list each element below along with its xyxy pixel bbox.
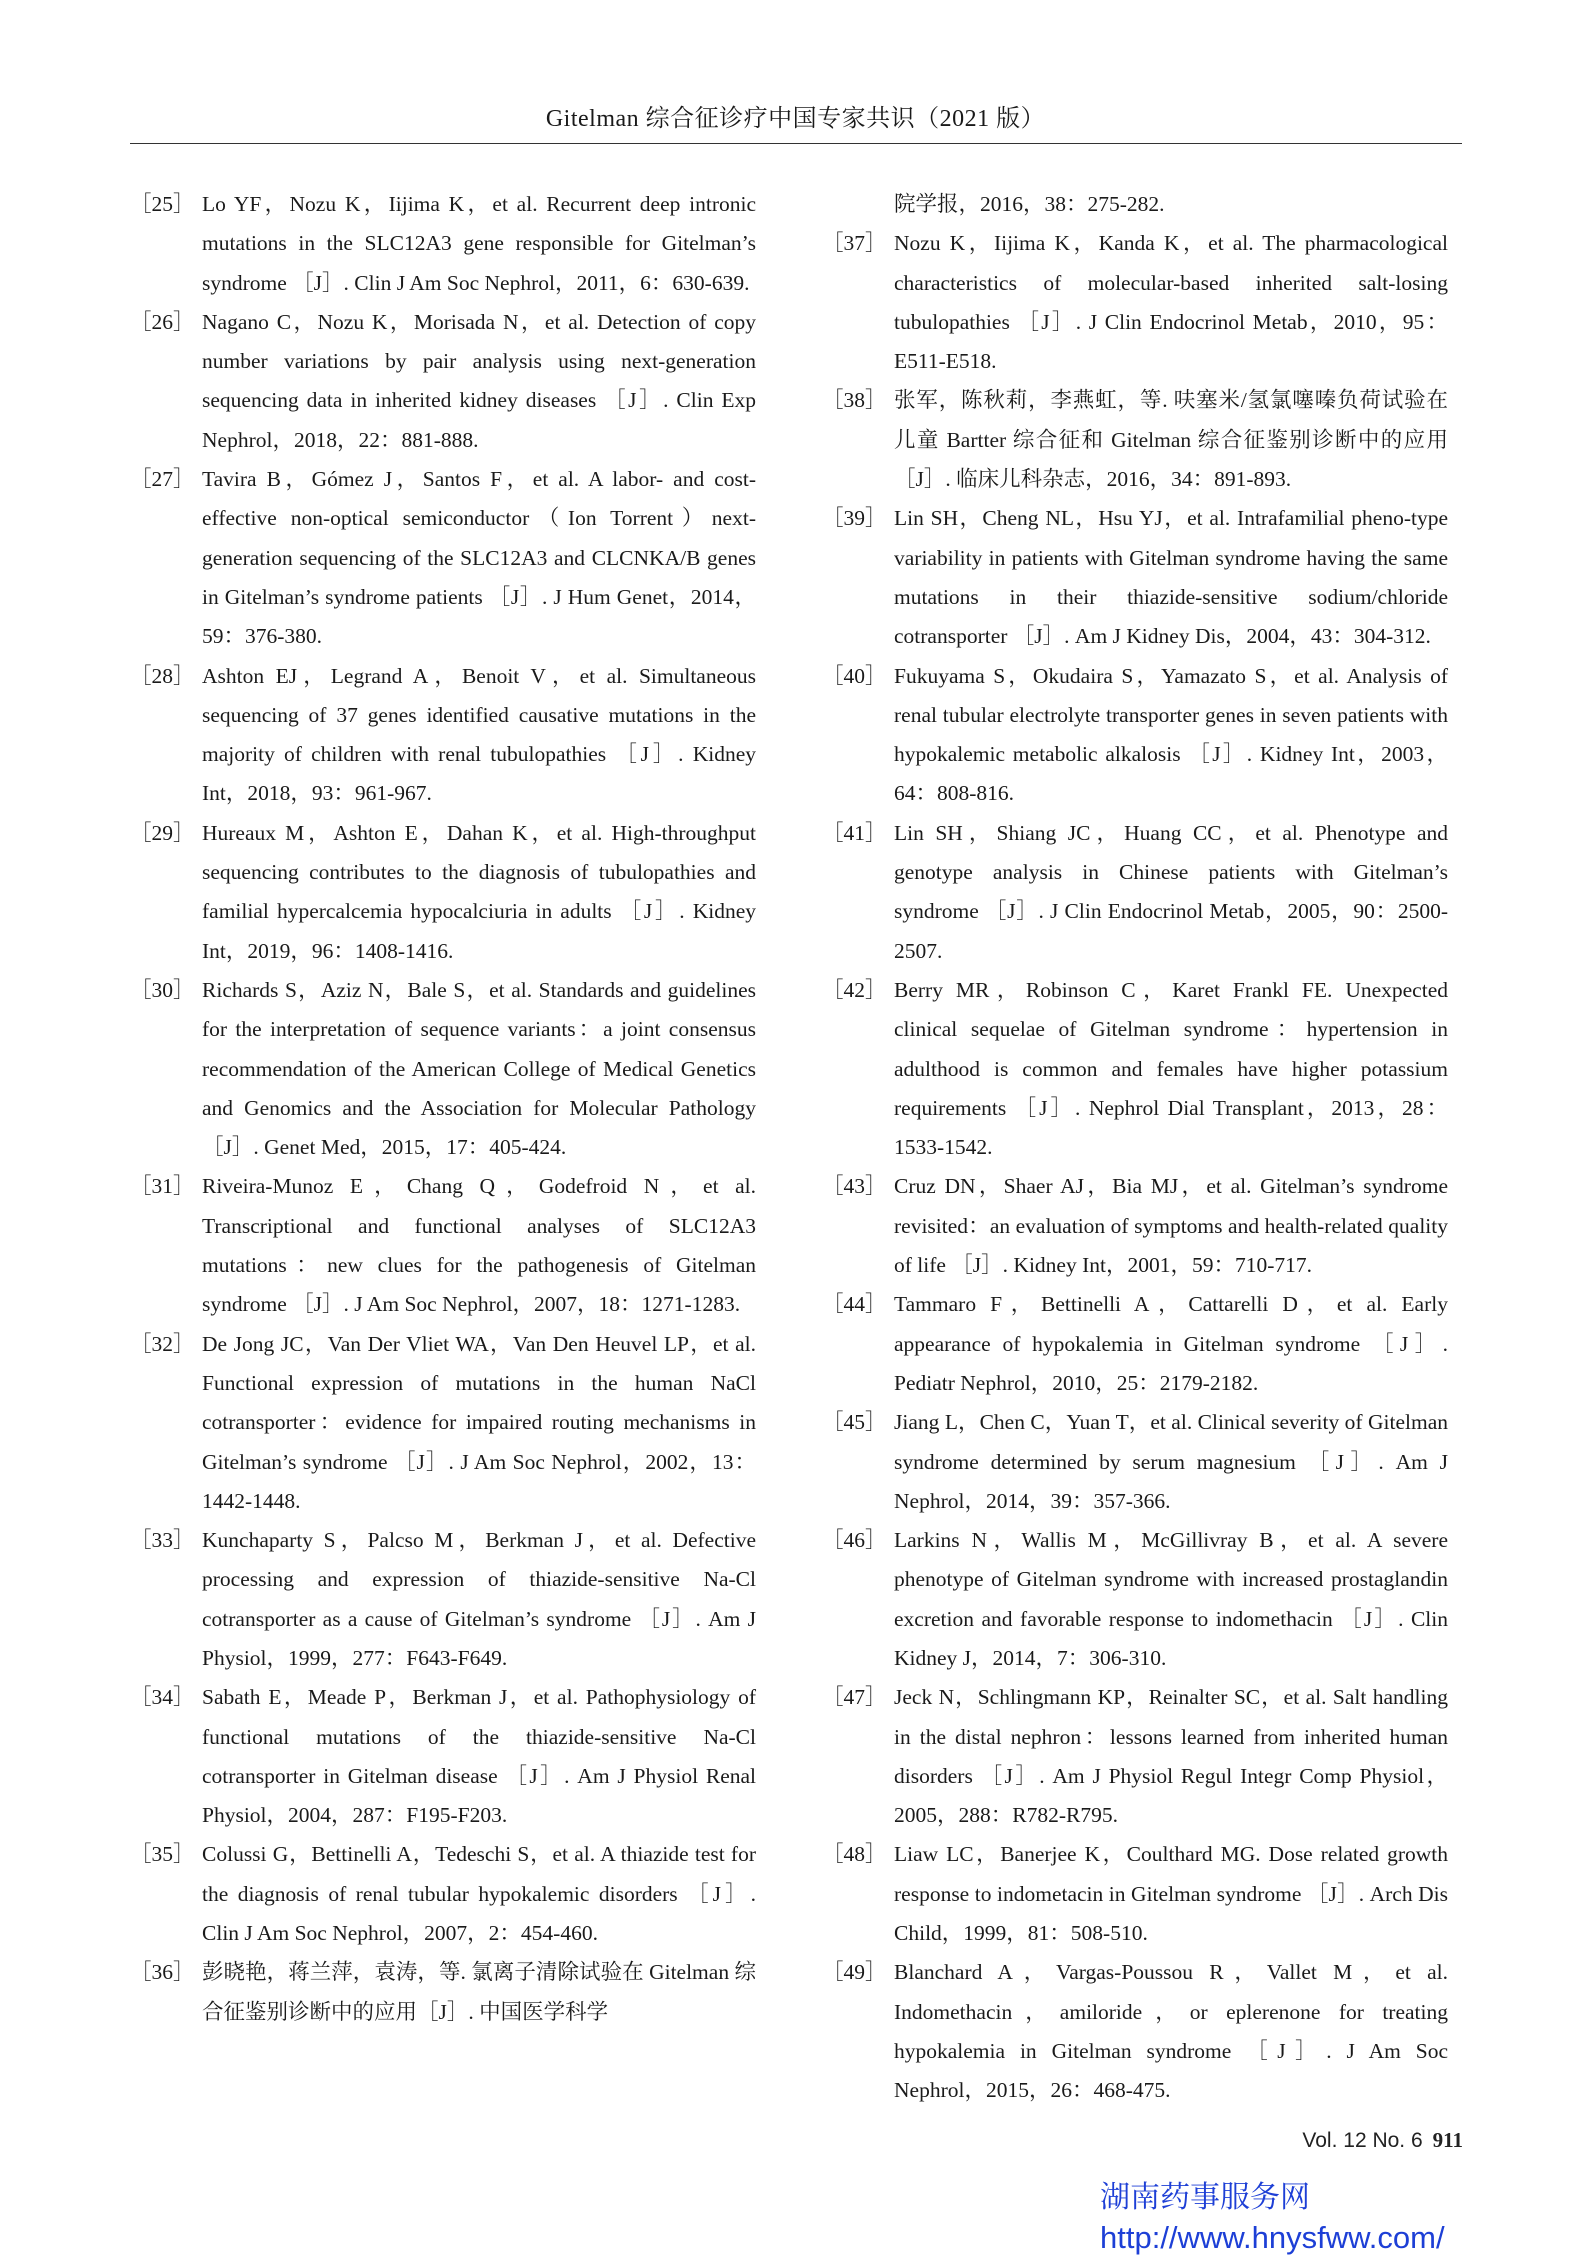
- reference-number: ［37］: [822, 231, 887, 256]
- reference-43: [822, 1167, 1448, 1285]
- reference-37: [822, 224, 1448, 381]
- reference-number: ［38］: [822, 388, 887, 413]
- reference-number: ［36］: [130, 1960, 195, 1985]
- page-number: 911: [1432, 2128, 1463, 2152]
- reference-26: [130, 303, 756, 460]
- reference-text: Lin SH，Cheng NL，Hsu YJ，et al. Intrafamilial pheno-type variability in patients with Gitelman syndrome having the same mutations in their thiazide-sensitive sodium/chloride cotransporter ［J］. Am J Kidney Dis，2004，43：304-312.: [894, 506, 1448, 649]
- reference-text: Jeck N，Schlingmann KP，Reinalter SC，et al. Salt handling in the distal nephron：lessons learned from inherited human disorders ［J］. Am J Physiol Regul Integr Comp Physiol，2005，288：R782-R795.: [894, 1685, 1448, 1828]
- watermark-url: http://www.hnysfww.com/: [1100, 2220, 1445, 2255]
- reference-45: [822, 1403, 1448, 1521]
- reference-column-right: [822, 185, 1448, 2111]
- reference-text: Riveira-Munoz E，Chang Q，Godefroid N，et al. Transcriptional and functional analyses of SLC12A3 mutations：new clues for the pathogenesis of Gitelman syndrome ［J］. J Am Soc Nephrol，2007，18：1271-1283.: [202, 1174, 756, 1317]
- reference-number: ［28］: [130, 663, 195, 688]
- reference-39: [822, 499, 1448, 656]
- reference-number: ［44］: [822, 1292, 887, 1317]
- reference-number: ［46］: [822, 1528, 887, 1553]
- reference-text: Larkins N，Wallis M，McGillivray B，et al. A severe phenotype of Gitelman syndrome with increased prostaglandin excretion and favorable response to indomethacin ［J］. Clin Kidney J，2014，7：306-310.: [894, 1528, 1448, 1670]
- reference-25: [130, 185, 756, 303]
- reference-number: ［43］: [822, 1174, 887, 1199]
- reference-text: Colussi G，Bettinelli A，Tedeschi S，et al. A thiazide test for the diagnosis of renal tubular hypokalemic disorders ［J］. Clin J Am Soc Nephrol，2007，2：454-460.: [202, 1842, 756, 1946]
- reference-47: [822, 1678, 1448, 1835]
- reference-49: [822, 1953, 1448, 2110]
- reference-text: Tavira B，Gómez J，Santos F，et al. A labor- and cost-effective non-optical semiconductor（Ion Torrent）next-generation sequencing of the SLC12A3 and CLCNKA/B genes in Gitelman’s syndrome patients ［J］. J Hum Genet，2014，59：376-380.: [202, 467, 756, 649]
- reference-text: Fukuyama S，Okudaira S，Yamazato S，et al. Analysis of renal tubular electrolyte transporter genes in seven patients with hypokalemic metabolic alkalosis ［J］. Kidney Int，2003，64：808-816.: [894, 663, 1448, 806]
- reference-text: Nozu K，Iijima K，Kanda K，et al. The pharmacological characteristics of molecular-based inherited salt-losing tubulopathies ［J］. J Clin Endocrinol Metab，2010，95：E511-E518.: [894, 231, 1448, 374]
- reference-number: ［32］: [130, 1331, 195, 1356]
- reference-number: ［45］: [822, 1410, 887, 1435]
- reference-number: ［25］: [130, 192, 195, 216]
- reference-28: [130, 657, 756, 814]
- header-rule: [130, 143, 1462, 144]
- reference-number: ［40］: [822, 663, 887, 688]
- reference-46: [822, 1521, 1448, 1678]
- reference-29: [130, 814, 756, 971]
- reference-number: ［34］: [130, 1685, 195, 1710]
- reference-text: Cruz DN，Shaer AJ，Bia MJ，et al. Gitelman’s syndrome revisited：an evaluation of symptoms and health-related quality of life ［J］. Kidney Int，2001，59：710-717.: [894, 1174, 1448, 1278]
- reference-text: Lo YF，Nozu K，Iijima K，et al. Recurrent deep intronic mutations in the SLC12A3 gene responsible for Gitelman’s syndrome ［J］. Clin J Am Soc Nephrol，2011，6：630-639.: [202, 192, 756, 295]
- reference-text: Nagano C，Nozu K，Morisada N，et al. Detection of copy number variations by pair analysis using next-generation sequencing data in inherited kidney diseases ［J］. Clin Exp Nephrol，2018，22：881-888.: [202, 309, 756, 452]
- reference-column-left: [130, 185, 756, 2032]
- reference-number: ［39］: [822, 506, 887, 531]
- watermark-site-name: 湖南药事服务网: [1100, 2180, 1310, 2215]
- reference-38: [822, 381, 1448, 499]
- volume-issue: Vol. 12 No. 6: [1302, 2129, 1423, 2152]
- reference-number: ［30］: [130, 977, 195, 1002]
- reference-40: [822, 657, 1448, 814]
- reference-number: ［35］: [130, 1842, 195, 1867]
- reference-text: Jiang L，Chen C，Yuan T，et al. Clinical severity of Gitelman syndrome determined by serum magnesium ［J］. Am J Nephrol，2014，39：357-366.: [894, 1410, 1448, 1513]
- reference-48: [822, 1835, 1448, 1953]
- reference-text: Richards S，Aziz N，Bale S，et al. Standards and guidelines for the interpretation of sequence variants：a joint consensus recommendation of the American College of Medical Genetics and Genomics and the Association for Molecular Pathology ［J］. Genet Med，2015，17：405-424.: [202, 977, 756, 1160]
- reference-36: [130, 1953, 756, 2032]
- reference-number: ［26］: [130, 309, 195, 334]
- reference-33: [130, 1521, 756, 1678]
- reference-number: ［29］: [130, 820, 195, 845]
- watermark: [1100, 2178, 1445, 2258]
- reference-number: ［48］: [822, 1842, 887, 1867]
- reference-27: [130, 460, 756, 656]
- reference-42: [822, 971, 1448, 1167]
- reference-text: Berry MR，Robinson C，Karet Frankl FE. Unexpected clinical sequelae of Gitelman syndrome：hypertension in adulthood is common and females have higher potassium requirements ［J］. Nephrol Dial Transplant，2013，28：1533-1542.: [894, 977, 1448, 1160]
- reference-text: Tammaro F，Bettinelli A，Cattarelli D，et al. Early appearance of hypokalemia in Gitelman syndrome ［J］. Pediatr Nephrol，2010，25：2179-2182.: [894, 1292, 1448, 1395]
- reference-34: [130, 1678, 756, 1835]
- reference-number: ［49］: [822, 1960, 887, 1985]
- reference-number: ［31］: [130, 1174, 195, 1199]
- reference-number: ［41］: [822, 820, 887, 845]
- reference-32: [130, 1325, 756, 1521]
- reference-text: De Jong JC，Van Der Vliet WA，Van Den Heuvel LP，et al. Functional expression of mutations in the human NaCl cotransporter：evidence for impaired routing mechanisms in Gitelman’s syndrome ［J］. J Am Soc Nephrol，2002，13：1442-1448.: [202, 1331, 756, 1513]
- reference-number: ［42］: [822, 977, 887, 1002]
- reference-text: Ashton EJ，Legrand A，Benoit V，et al. Simultaneous sequencing of 37 genes identified causative mutations in the majority of children with renal tubulopathies ［J］. Kidney Int，2018，93：961-967.: [202, 663, 756, 806]
- reference-41: [822, 814, 1448, 971]
- reference-text: Liaw LC，Banerjee K，Coulthard MG. Dose related growth response to indometacin in Gitelman syndrome ［J］. Arch Dis Child，1999，81：508-510.: [894, 1842, 1448, 1946]
- reference-44: [822, 1285, 1448, 1403]
- reference-number: ［27］: [130, 467, 195, 492]
- reference-text: Lin SH，Shiang JC，Huang CC，et al. Phenotype and genotype analysis in Chinese patients with Gitelman’s syndrome ［J］. J Clin Endocrinol Metab，2005，90：2500-2507.: [894, 820, 1448, 963]
- running-head: Gitelman 综合征诊疗中国专家共识（2021 版）: [545, 106, 1046, 132]
- page-footer: [1302, 2128, 1463, 2153]
- reference-30: [130, 971, 756, 1167]
- reference-text: Sabath E，Meade P，Berkman J，et al. Pathophysiology of functional mutations of the thiazide-sensitive Na-Cl cotransporter in Gitelman disease ［J］. Am J Physiol Renal Physiol，2004，287：F195-F203.: [202, 1685, 756, 1828]
- reference-text: 张军，陈秋莉，李燕虹，等. 呋塞米/氢氯噻嗪负荷试验在儿童 Bartter 综合征和 Gitelman 综合征鉴别诊断中的应用［J］. 临床儿科杂志，2016，34：891-893.: [894, 388, 1448, 492]
- reference-text: Blanchard A，Vargas-Poussou R，Vallet M，et al. Indomethacin，amiloride，or eplerenone for treating hypokalemia in Gitelman syndrome ［J］. J Am Soc Nephrol，2015，26：468-475.: [894, 1960, 1448, 2103]
- reference-number: ［47］: [822, 1685, 887, 1710]
- reference-text: Kunchaparty S，Palcso M，Berkman J，et al. Defective processing and expression of thiazide-sensitive Na-Cl cotransporter as a cause of Gitelman’s syndrome ［J］. Am J Physiol，1999，277：F643-F649.: [202, 1528, 756, 1670]
- reference-35: [130, 1835, 756, 1953]
- reference-number: ［33］: [130, 1528, 195, 1553]
- reference-36-continuation: 院学报，2016，38：275-282.: [894, 192, 1165, 216]
- reference-31: [130, 1167, 756, 1324]
- reference-text: Hureaux M，Ashton E，Dahan K，et al. High-throughput sequencing contributes to the diagnosis of tubulopathies and familial hypercalcemia hypocalciuria in adults ［J］. Kidney Int，2019，96：1408-1416.: [202, 820, 756, 963]
- reference-text: 彭晓艳，蒋兰萍，袁涛，等. 氯离子清除试验在 Gitelman 综合征鉴别诊断中的应用［J］. 中国医学科学: [202, 1960, 756, 2024]
